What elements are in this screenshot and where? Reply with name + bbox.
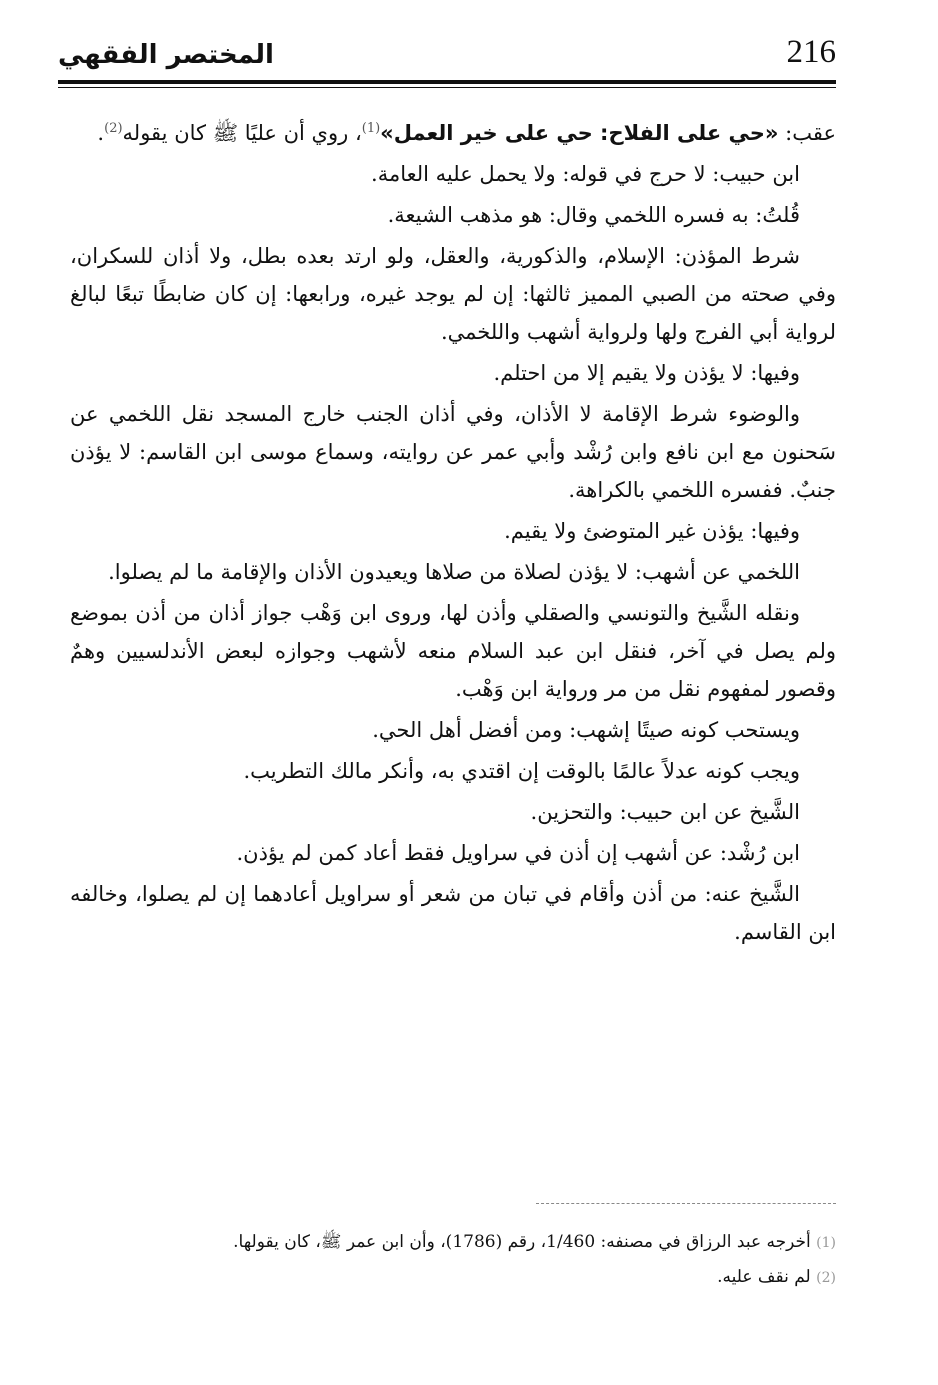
footnote-ref[interactable]: (2) xyxy=(104,121,123,136)
footnote-separator xyxy=(536,1203,836,1204)
paragraph: اللخمي عن أشهب: لا يؤذن لصلاة من صلاها ويعيدون الأذان والإقامة ما لم يصلوا. xyxy=(108,560,800,584)
header-rule-thin xyxy=(58,87,836,88)
paragraph xyxy=(70,110,836,152)
footnotes xyxy=(70,1225,836,1295)
paragraph-text: ، روي أن عليًا ﷺ كان يقوله xyxy=(122,121,362,145)
footnote xyxy=(70,1225,836,1260)
paragraph-lead: عقب: xyxy=(778,121,836,145)
footnote xyxy=(70,1260,836,1295)
main-text xyxy=(70,110,836,954)
paragraph: الشَّيخ عنه: من أذن وأقام في تبان من شعر أو سراويل أعادهما إن لم يصلوا، وخالفه ابن القاسم. xyxy=(70,882,836,944)
paragraph: والوضوء شرط الإقامة لا الأذان، وفي أذان الجنب خارج المسجد نقل اللخمي عن سَحنون مع ابن نافع وابن رُشْد وأبي عمر عن روايته، وسماع موسى ابن القاسم: لا يؤذن جنبٌ. ففسره اللخمي بالكراهة. xyxy=(70,402,836,502)
adhan-quote: «حي على الفلاح: حي على خير العمل» xyxy=(380,121,779,145)
footnote-text: لم نقف عليه. xyxy=(717,1267,811,1287)
book-title: المختصر الفقهي xyxy=(58,40,274,70)
paragraph: ويستحب كونه صيتًا إشهب: ومن أفضل أهل الحي. xyxy=(372,718,800,742)
paragraph: شرط المؤذن: الإسلام، والذكورية، والعقل، ولو ارتد بعده بطل، ولا أذان للسكران، وفي صحته من الصبي المميز ثالثها: إن لم يوجد غيره، ورابعها: إن كان ضابطًا تبعًا لبالغ لرواية أبي الفرج ولها ولرواية أشهب واللخمي. xyxy=(70,244,836,344)
paragraph: ونقله الشَّيخ والتونسي والصقلي وأذن لها، وروى ابن وَهْب جواز أذان من أذن بموضع ولم يصل في آخر، فنقل ابن عبد السلام منعه لأشهب وجوازه لبعض الأندلسيين وهمٌ وقصور لمفهوم نقل من مر ورواية ابن وَهْب. xyxy=(70,601,836,701)
footnote-ref[interactable]: (1) xyxy=(361,121,381,136)
paragraph: قُلتُ: به فسره اللخمي وقال: هو مذهب الشيعة. xyxy=(387,203,800,227)
footnote-text: أخرجه عبد الرزاق في مصنفه: 1/460، رقم (1786)، وأن ابن عمر ﷺ، كان يقولها. xyxy=(233,1232,811,1252)
paragraph-end: . xyxy=(97,121,105,145)
page-header xyxy=(58,34,836,74)
paragraph: ويجب كونه عدلاً عالمًا بالوقت إن اقتدي به، وأنكر مالك التطريب. xyxy=(243,759,800,783)
paragraph: الشَّيخ عن ابن حبيب: والتحزين. xyxy=(530,800,800,824)
paragraph: وفيها: يؤذن غير المتوضئ ولا يقيم. xyxy=(504,519,800,543)
header-rule-thick xyxy=(58,80,836,84)
paragraph: ابن حبيب: لا حرج في قوله: ولا يحمل عليه العامة. xyxy=(371,162,800,186)
footnote-number: (1) xyxy=(816,1235,836,1251)
footnote-number: (2) xyxy=(816,1270,836,1286)
page-number: 216 xyxy=(786,34,836,70)
paragraph: وفيها: لا يؤذن ولا يقيم إلا من احتلم. xyxy=(493,361,800,385)
paragraph: ابن رُشْد: عن أشهب إن أذن في سراويل فقط أعاد كمن لم يؤذن. xyxy=(236,841,800,865)
